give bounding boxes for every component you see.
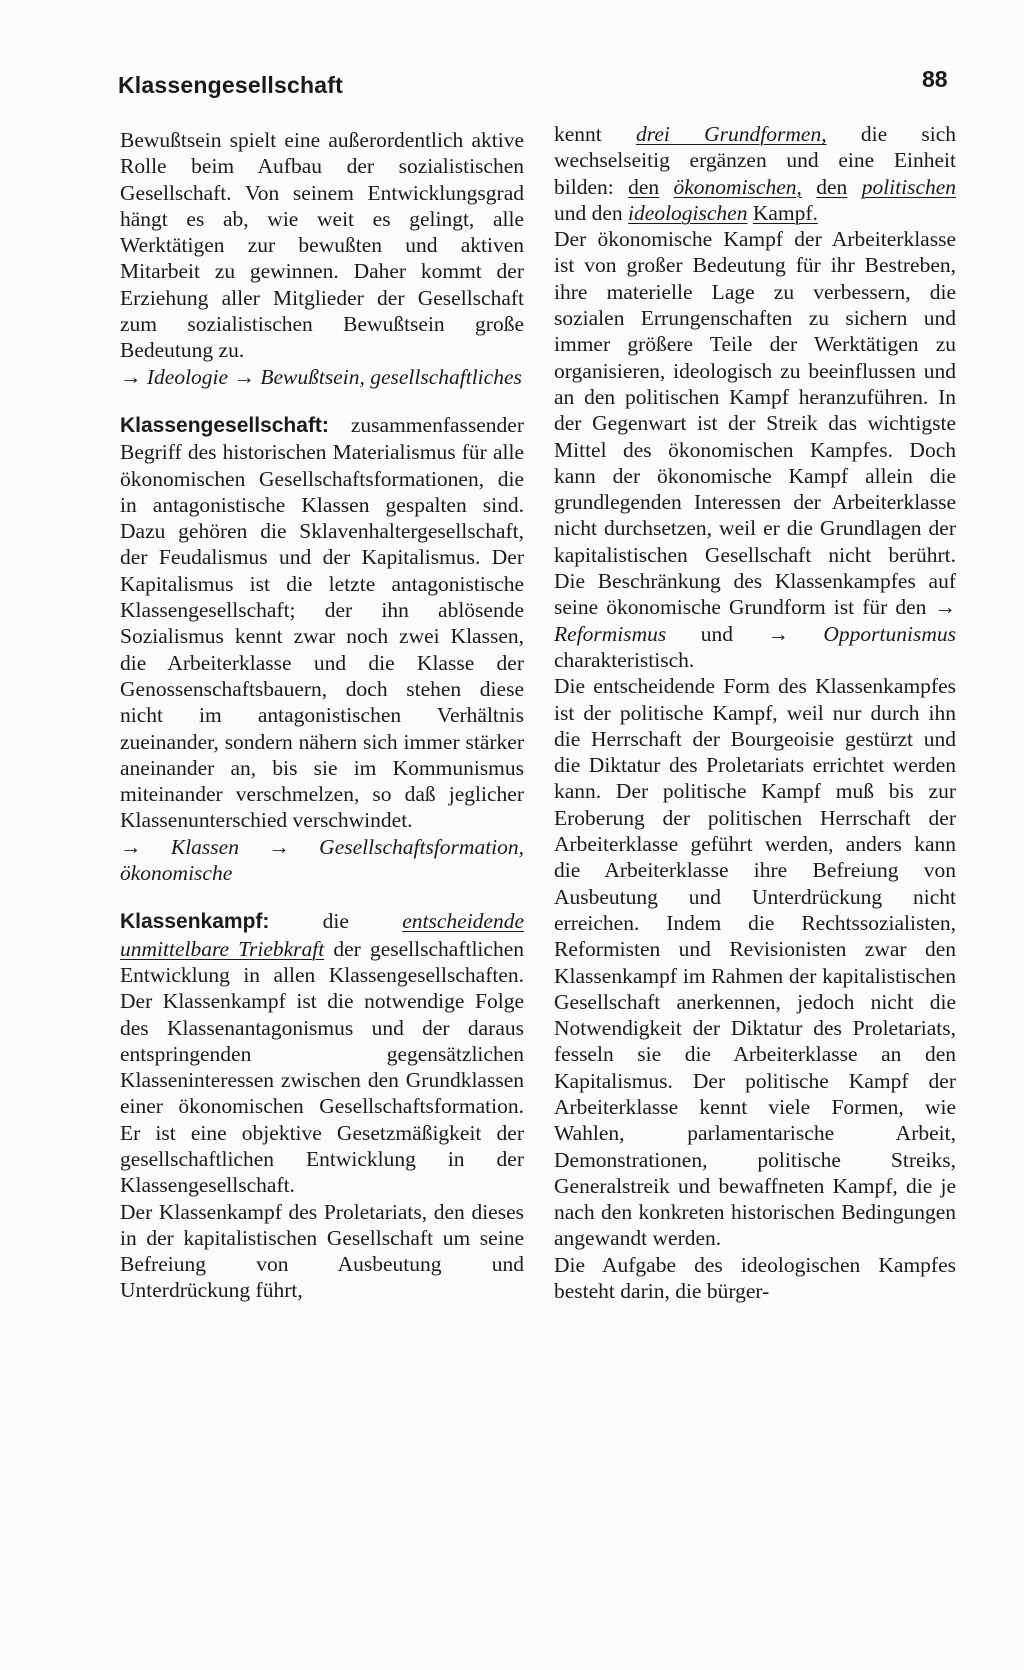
emphasis-text: ökonomischen, — [673, 174, 802, 199]
arrow-icon: → — [934, 595, 957, 620]
page-number: 88 — [922, 66, 948, 92]
arrow-icon: → — [767, 621, 789, 646]
text-fragment: den — [628, 174, 660, 199]
cross-reference-link[interactable]: Gesellschaftsformation, ökonomische — [120, 834, 525, 886]
paragraph-grundformen — [554, 121, 956, 226]
cross-reference-link[interactable]: Ideologie — [146, 364, 229, 389]
entry-body: der gesellschaftlichen Entwicklung in allen Klassengesellschaften. Der Klassenkampf ist die notwendige Folge des Klassenantagonismus und der daraus entspringenden gegensätzlichen Klasseninteressen zwischen den Grundklassen einer ökonomischen Gesellschaftsformation. Er ist eine objektive Gesetzmäßigkeit der gesellschaftlichen Entwicklung in der Klassengesellschaft. — [120, 936, 524, 1198]
paragraph-politischer-kampf: Die entscheidende Form des Klassenkampfes ist der politische Kampf, weil nur durch ihn die Herrschaft der Bourgeoisie gestürzt und die Diktatur des Proletariats errichtet werden kann. Der politische Kampf muß bis zur Eroberung der politischen Herrschaft der Arbeiterklasse geführt werden, anders kann die Arbeiterklasse ihre Befreiung von Ausbeutung und Unterdrückung nicht erreichen. Indem die Rechtssozialisten, Reformisten und Revisionisten zwar den Klassenkampf im Rahmen der kapitalistischen Gesellschaft anerkennen, jedoch nicht die Notwendigkeit der Diktatur des Proletariats, fesseln sie die Arbeiterklasse an den Kapitalismus. Der politische Kampf der Arbeiterklasse kennt viele Formen, wie Wahlen, parlamentarische Arbeit, Demonstrationen, politische Streiks, Generalstreik und bewaffneten Kampf, die je nach den konkreten historischen Bedingungen angewandt werden. — [554, 674, 956, 1251]
emphasis-text: drei Grundformen, — [636, 122, 827, 146]
text-fragment: kennt — [554, 122, 602, 146]
text-fragment: Kampf. — [752, 200, 818, 225]
arrow-icon: → — [120, 834, 142, 859]
arrow-icon: → — [120, 364, 142, 389]
entry-klassenkampf — [120, 908, 524, 1303]
arrow-icon: → — [268, 834, 290, 859]
text-fragment: und — [700, 621, 733, 646]
emphasis-text: entscheidende unmittelbare Triebkraft — [120, 909, 525, 961]
cross-reference-link[interactable]: Bewußtsein, gesellschaftliches — [260, 364, 522, 389]
lemma-heading: Klassengesellschaft: — [120, 413, 329, 437]
cross-reference — [120, 834, 524, 887]
paragraph-proletariat: Der Klassenkampf des Proletariats, den dieses in der kapitalistischen Gesellschaft um seine Befreiung von Ausbeutung und Unterdrückung führt, — [120, 1199, 524, 1303]
lemma-heading: Klassenkampf: — [120, 910, 270, 934]
cross-reference — [120, 364, 524, 390]
emphasis-text: ideologischen — [628, 200, 748, 225]
text-fragment: und den — [554, 200, 623, 225]
arrow-icon: → — [233, 364, 255, 389]
cross-reference-link[interactable]: Reformismus — [554, 621, 667, 646]
entry-klassengesellschaft — [120, 412, 524, 886]
emphasis-text: politischen — [861, 174, 957, 199]
text-fragment: den — [816, 174, 848, 199]
cross-reference-link[interactable]: Opportunismus — [823, 621, 956, 646]
entry-body: zusammenfassender Begriff des historischen Materialismus für alle ökonomischen Gesellschaftsformationen, die in antagonistische Klassen gespalten sind. Dazu gehören die Sklavenhaltergesellschaft, der Feudalismus und der Kapitalismus. Der Kapitalismus ist die letzte antagonistische Klassengesellschaft; der ihn ablösende Sozialismus kennt zwar noch zwei Klassen, die Arbeiterklasse und die Klasse der Genossenschaftsbauern, doch stehen diese nicht im antagonistischen Verhältnis zueinander, sondern nähern sich immer stärker aneinander an, bis sie im Kommunismus miteinander verschmelzen, so daß jeglicher Klassenunterschied verschwindet. — [120, 412, 524, 833]
running-head: Klassengesellschaft — [118, 72, 343, 98]
text-fragment: charakteristisch. — [554, 647, 695, 672]
entry-text — [120, 412, 524, 834]
paragraph-bewusstsein: Bewußtsein spielt eine außerordentlich aktive Rolle beim Aufbau der sozialistischen Gesellschaft. Von seinem Entwicklungsgrad hängt es ab, wie weit es gelingt, alle Werktätigen zur bewußten und aktiven Mitarbeit zu gewinnen. Daher kommt der Erziehung aller Mitglieder der Gesellschaft zum sozialistischen Bewußtsein große Bedeutung zu. — [120, 128, 524, 363]
paragraph-oekonomischer-kampf — [554, 226, 956, 673]
cross-reference-link[interactable]: Klassen — [170, 834, 239, 859]
left-column — [120, 127, 524, 1304]
text-fragment: Der ökonomische Kampf der Arbeiterklasse ist von großer Bedeutung für ihr Bestreben, ihre materielle Lage zu verbessern, die sozialen Errungenschaften zu sichern und immer größere Teile der Werktätigen zu organisieren, ideologisch zu beeinflussen und an den politischen Kampf heranzuführen. In der Gegenwart ist der Streik das wichtigste Mittel des ökonomischen Kampfes. Doch kann der ökonomische Kampf allein die grundlegenden Interessen der Arbeiterklasse nicht durchsetzen, weil er die Grundlagen der kapitalistischen Gesellschaft nicht berührt. Die Beschränkung des Klassenkampfes auf seine ökonomische Grundform ist für den — [554, 227, 956, 620]
text-fragment: die sich wechselseitig ergänzen und eine Einheit bilden: — [554, 122, 957, 199]
right-column — [554, 121, 956, 1304]
paragraph-ideologischer-kampf: Die Aufgabe des ideologischen Kampfes besteht darin, die bürger- — [554, 1252, 956, 1304]
entry-intro: die — [322, 909, 349, 934]
entry-text — [120, 908, 524, 1198]
